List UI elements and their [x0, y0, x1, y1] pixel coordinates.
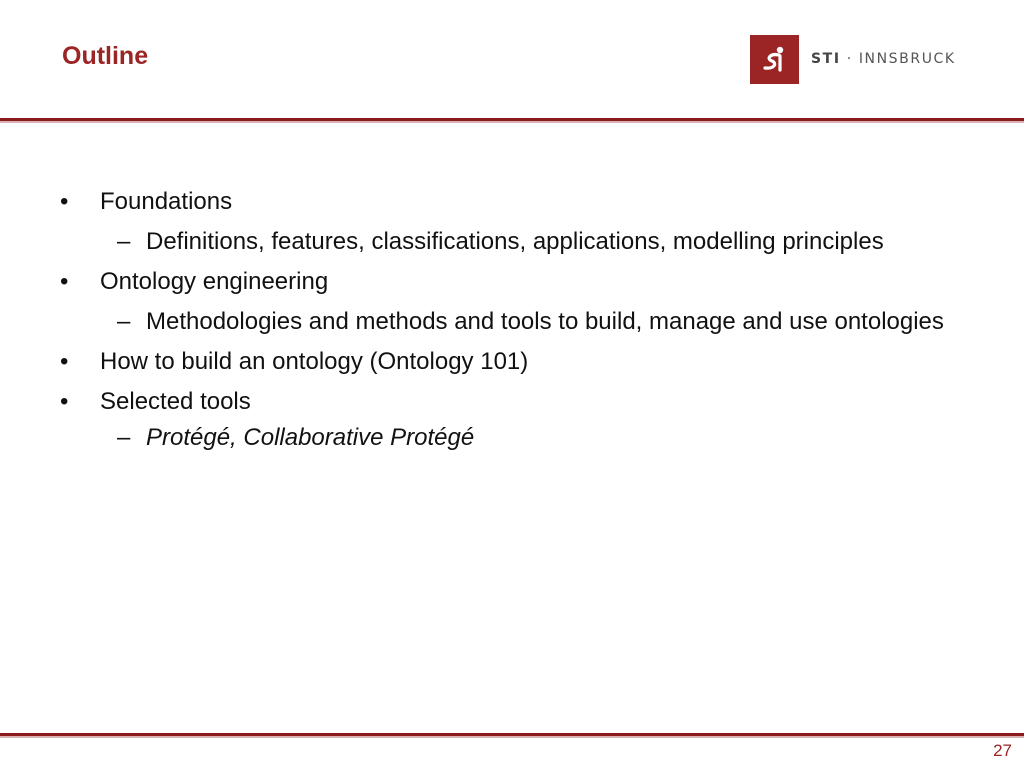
bullet-icon: • — [60, 268, 69, 295]
outline-subitem-methodologies — [0, 305, 1024, 339]
outline-item-text: Foundations — [100, 188, 233, 215]
logo-wordmark — [811, 51, 956, 67]
dash-icon: – — [117, 308, 131, 335]
outline-item-text: How to build an ontology (Ontology 101) — [100, 348, 529, 375]
outline-item-selected-tools — [0, 385, 1024, 419]
outline-list — [0, 185, 1024, 455]
outline-item-text: Ontology engineering — [100, 268, 329, 295]
outline-subitem-text: Definitions, features, classifications, applications, modelling principles — [146, 228, 884, 255]
logo-separator: · — [840, 51, 859, 67]
outline-item-ontology-101 — [0, 345, 1024, 379]
dash-icon: – — [117, 424, 131, 451]
dash-icon: – — [117, 228, 131, 255]
outline-item-text: Selected tools — [100, 388, 251, 415]
logo-place: INNSBRUCK — [858, 51, 956, 67]
footer-rule-shadow — [0, 736, 1024, 738]
sti-logo-mark-icon — [750, 35, 799, 84]
slide-title: Outline — [62, 42, 149, 70]
outline-subitem-text: Protégé, Collaborative Protégé — [146, 424, 475, 451]
sti-innsbruck-logo — [750, 34, 956, 84]
header-rule-shadow — [0, 121, 1024, 123]
outline-subitem-definitions — [0, 225, 1024, 259]
logo-brand: STI — [811, 51, 841, 67]
outline-subitem-protege — [0, 421, 1024, 455]
page-number: 27 — [993, 741, 1012, 760]
outline-subitem-text: Methodologies and methods and tools to build, manage and use ontologies — [146, 308, 944, 335]
bullet-icon: • — [60, 388, 69, 415]
outline-item-foundations — [0, 185, 1024, 219]
bullet-icon: • — [60, 348, 69, 375]
outline-item-ontology-engineering — [0, 265, 1024, 299]
bullet-icon: • — [60, 188, 69, 215]
